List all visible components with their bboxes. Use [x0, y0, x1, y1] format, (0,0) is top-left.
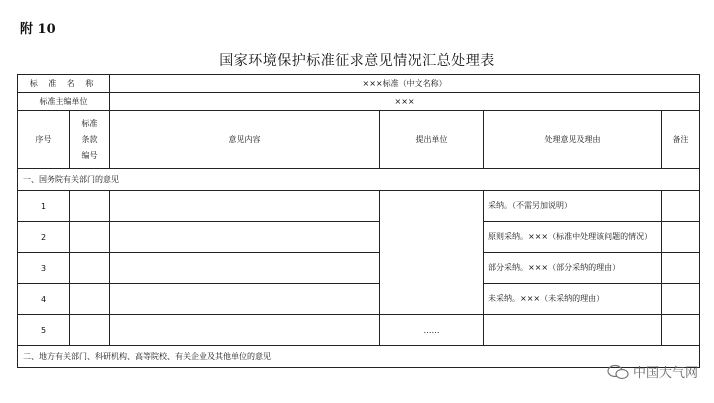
row-seq: 5 [18, 315, 70, 346]
row-clause [70, 284, 110, 315]
editor-unit-value: ××× [110, 93, 700, 111]
column-header-row [18, 111, 700, 169]
section-heading-2: 二、地方有关部门、科研机构、高等院校、有关企业及其他单位的意见 [18, 346, 700, 368]
row-opinion [110, 222, 380, 253]
row-submitter-ellipsis: …… [380, 315, 484, 346]
row-remark [662, 284, 700, 315]
submitter-header: 提出单位 [380, 111, 484, 169]
row-remark [662, 253, 700, 284]
editor-unit-label: 标准主编单位 [18, 93, 110, 111]
section-row-1 [18, 169, 700, 191]
watermark-text: 中国大气网 [632, 366, 698, 381]
summary-table [17, 74, 700, 368]
form-title: 国家环境保护标准征求意见情况汇总处理表 [219, 53, 495, 69]
chat-bubble-icon [607, 364, 629, 380]
table-row [18, 253, 700, 284]
row-seq: 3 [18, 253, 70, 284]
row-seq: 4 [18, 284, 70, 315]
watermark [607, 362, 698, 381]
row-submitter-merged [380, 191, 484, 315]
row-handling: 部分采纳。×××（部分采纳的理由） [484, 253, 662, 284]
row-handling: 采纳。（不需另加说明） [484, 191, 662, 222]
standard-name-label: 标 准 名 称 [18, 75, 110, 93]
table-row [18, 284, 700, 315]
opinion-header: 意见内容 [110, 111, 380, 169]
standard-name-row [18, 75, 700, 93]
standard-name-value: ×××标准（中文名称） [110, 75, 700, 93]
row-remark [662, 222, 700, 253]
clause-header-line-2: 条款 [81, 134, 98, 144]
clause-header [70, 111, 110, 169]
table-row [18, 191, 700, 222]
remark-header: 备注 [662, 111, 700, 169]
row-opinion [110, 284, 380, 315]
row-remark [662, 315, 700, 346]
row-clause [70, 222, 110, 253]
editor-unit-row [18, 93, 700, 111]
handling-header: 处理意见及理由 [484, 111, 662, 169]
row-seq: 2 [18, 222, 70, 253]
row-opinion [110, 315, 380, 346]
row-clause [70, 315, 110, 346]
clause-header-line-1: 标准 [81, 118, 98, 128]
row-remark [662, 191, 700, 222]
row-clause [70, 253, 110, 284]
seq-header: 序号 [18, 111, 70, 169]
row-handling: 未采纳。×××（未采纳的理由） [484, 284, 662, 315]
section-row-2 [18, 346, 700, 368]
row-seq: 1 [18, 191, 70, 222]
row-handling: 原则采纳。×××（标准中处理该问题的情况） [484, 222, 662, 253]
table-row [18, 315, 700, 346]
row-opinion [110, 191, 380, 222]
attachment-label: 附 10 [20, 22, 56, 37]
row-handling [484, 315, 662, 346]
table-row [18, 222, 700, 253]
row-opinion [110, 253, 380, 284]
row-clause [70, 191, 110, 222]
section-heading-1: 一、国务院有关部门的意见 [18, 169, 700, 191]
clause-header-line-3: 编号 [81, 150, 98, 160]
